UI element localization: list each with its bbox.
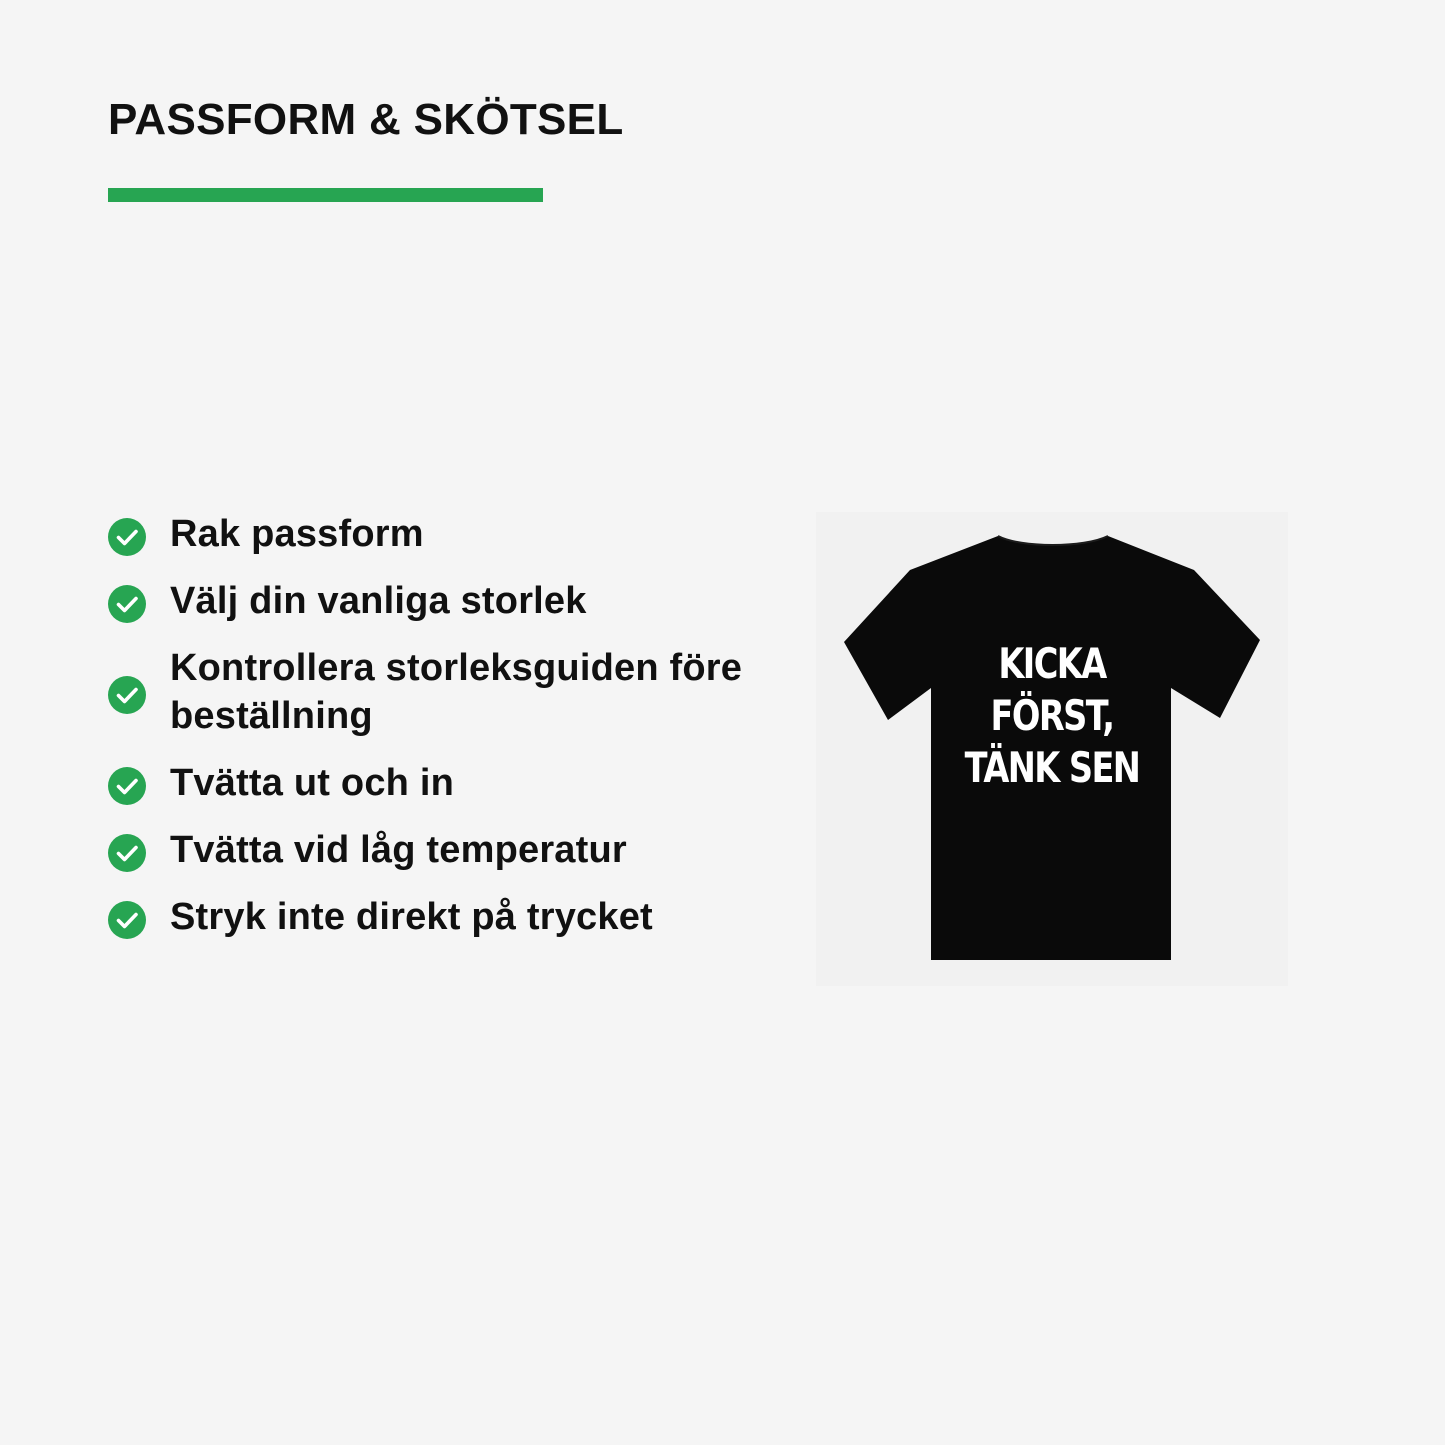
check-circle-icon [108, 834, 146, 872]
feature-label: Tvätta ut och in [170, 762, 454, 804]
check-circle-icon [108, 767, 146, 805]
list-item [108, 826, 748, 874]
list-item [108, 577, 748, 625]
shirt-print-text [956, 638, 1148, 794]
print-line: FÖRST, [990, 691, 1114, 740]
list-item [108, 759, 748, 807]
title-underline [108, 188, 543, 202]
page-title: PASSFORM & SKÖTSEL [108, 95, 624, 144]
feature-label: Rak passform [170, 513, 424, 555]
check-circle-icon [108, 901, 146, 939]
check-circle-icon [108, 518, 146, 556]
print-line: KICKA [998, 639, 1106, 688]
feature-label: Kontrollera storleksguiden före beställning [170, 647, 743, 737]
feature-label: Stryk inte direkt på trycket [170, 896, 653, 938]
list-item [108, 510, 748, 558]
list-item [108, 893, 748, 941]
check-circle-icon [108, 676, 146, 714]
product-image [816, 512, 1288, 986]
list-item [108, 644, 748, 740]
feature-label: Välj din vanliga storlek [170, 580, 587, 622]
feature-list [108, 510, 748, 960]
check-circle-icon [108, 585, 146, 623]
print-line: TÄNK SEN [964, 743, 1140, 792]
feature-label: Tvätta vid låg temperatur [170, 829, 627, 871]
